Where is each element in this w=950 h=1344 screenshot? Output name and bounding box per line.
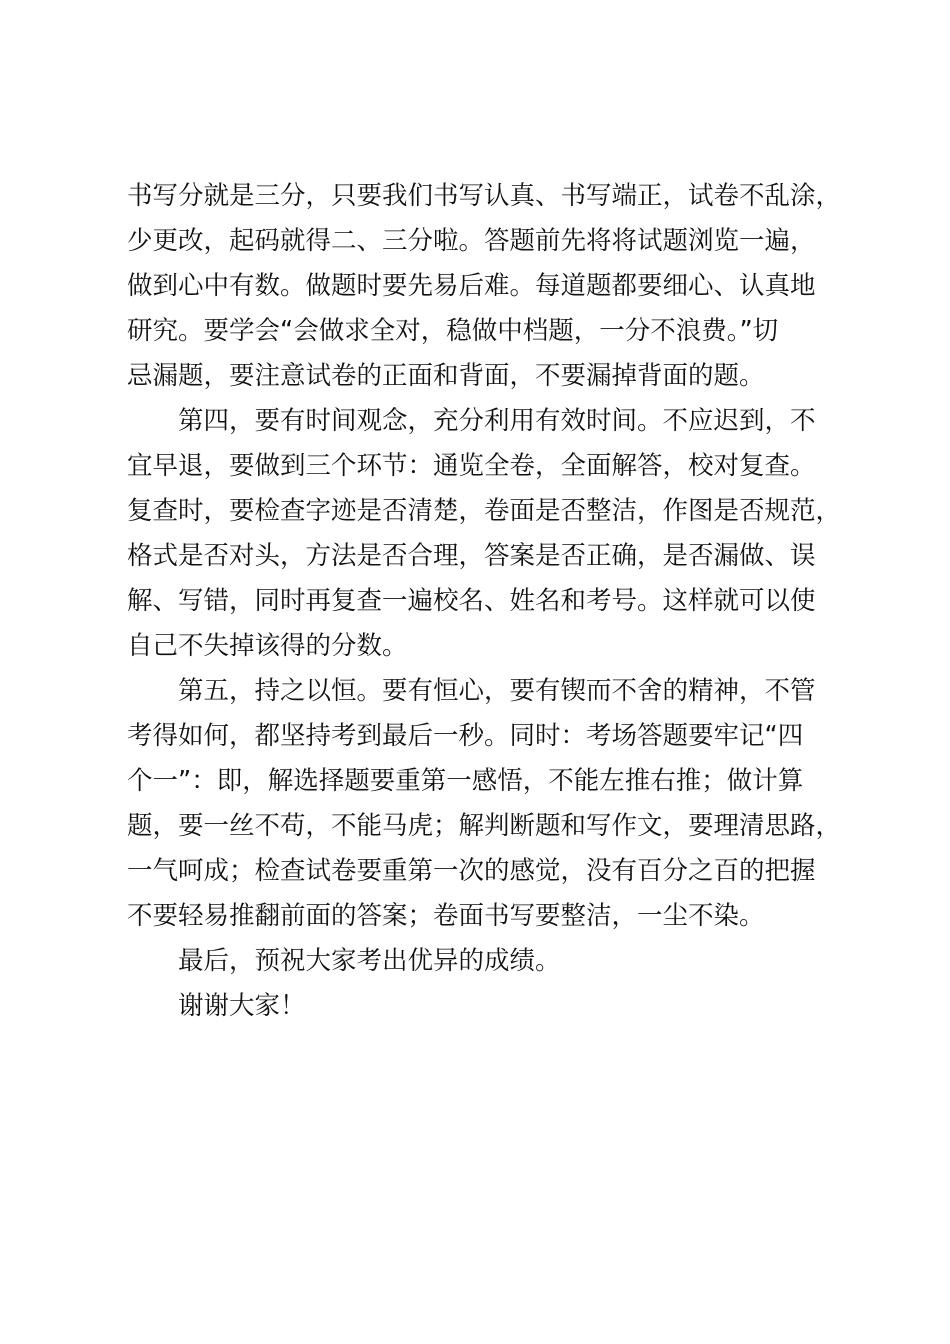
text-line: 复查时，要检查字迹是否清楚，卷面是否整洁，作图是否规范，	[127, 496, 842, 526]
text-line: 少更改，起码就得二、三分啦。答题前先将将试题浏览一遍，	[127, 226, 816, 256]
closing-wish-line: 最后，预祝大家考出优异的成绩。	[178, 946, 561, 976]
text-line: 个一”：即，解选择题要重第一感悟，不能左推右推；做计算	[127, 766, 804, 796]
paragraph-start-line: 第五，持之以恒。要有恒心，要有锲而不舍的精神，不管	[178, 676, 816, 706]
paragraph-start-line: 第四，要有时间观念，充分利用有效时间。不应迟到，不	[178, 406, 816, 436]
text-line: 不要轻易推翻前面的答案；卷面书写要整洁，一尘不染。	[127, 901, 765, 931]
text-line: 自己不失掉该得的分数。	[127, 631, 408, 661]
text-line: 研究。要学会“会做求全对，稳做中档题，一分不浪费。”切	[127, 316, 779, 346]
text-line: 书写分就是三分，只要我们书写认真、书写端正，试卷不乱涂，	[127, 181, 842, 211]
thanks-line: 谢谢大家！	[178, 991, 306, 1021]
text-line: 格式是否对头，方法是否合理，答案是否正确，是否漏做、误	[127, 541, 816, 571]
text-line: 宜早退，要做到三个环节：通览全卷，全面解答，校对复查。	[127, 451, 816, 481]
body-text	[127, 174, 862, 1029]
text-line: 考得如何，都坚持考到最后一秒。同时：考场答题要牢记“四	[127, 721, 804, 751]
text-line: 忌漏题，要注意试卷的正面和背面，不要漏掉背面的题。	[127, 361, 765, 391]
text-line: 题，要一丝不苟，不能马虎；解判断题和写作文，要理清思路，	[127, 811, 842, 841]
text-line: 做到心中有数。做题时要先易后难。每道题都要细心、认真地	[127, 271, 816, 301]
text-line: 一气呵成；检查试卷要重第一次的感觉，没有百分之百的把握	[127, 856, 816, 886]
text-line: 解、写错，同时再复查一遍校名、姓名和考号。这样就可以使	[127, 586, 816, 616]
